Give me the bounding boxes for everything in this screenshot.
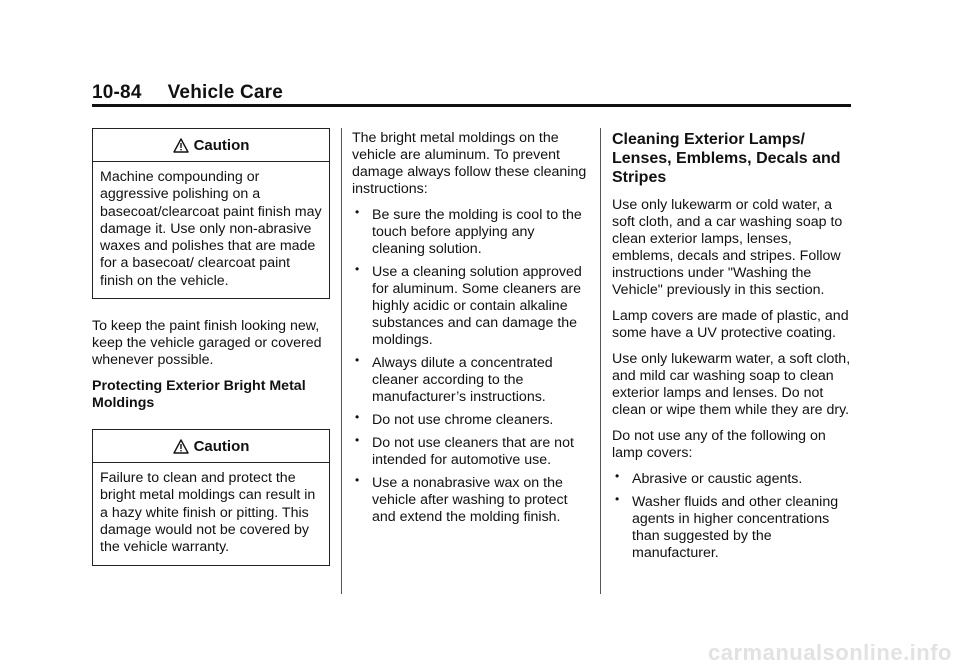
- warning-triangle-icon: [173, 439, 189, 454]
- paragraph: Lamp covers are made of plastic, and some have a UV protective coating.: [612, 308, 849, 341]
- column-divider-1: [341, 128, 342, 594]
- bullet-icon: •: [355, 353, 360, 367]
- list-item: [612, 494, 852, 562]
- column-2: [352, 130, 588, 535]
- bullet-icon: •: [355, 262, 360, 276]
- subheading: Protecting Exterior Bright Metal Moldings: [92, 378, 306, 412]
- list-item: [352, 207, 588, 258]
- bullet-icon: •: [355, 433, 360, 447]
- list-item-text: Do not use cleaners that are not intended for automotive use.: [372, 435, 574, 468]
- paragraph: Do not use any of the following on lamp covers:: [612, 428, 826, 461]
- column-1: [92, 128, 330, 566]
- caution-title: Caution: [193, 437, 250, 455]
- list-item: [352, 264, 588, 349]
- list-item-text: Use a nonabrasive wax on the vehicle after washing to protect and extend the molding finish.: [372, 475, 568, 525]
- paragraph: Use only lukewarm water, a soft cloth, and mild car washing soap to clean exterior lamps and lenses. Do not clean or wipe them while they are dry.: [612, 351, 851, 418]
- list-item-text: Washer fluids and other cleaning agents in higher concentrations than suggested by the manufacturer.: [632, 494, 839, 561]
- caution-box-2: [92, 429, 330, 565]
- caution-title: Caution: [193, 136, 250, 154]
- list-item: [352, 435, 588, 469]
- watermark: carmanualsonline.info: [708, 640, 952, 665]
- page-header: [92, 82, 283, 104]
- page-number: 10-84: [92, 82, 142, 103]
- caution-box-1: [92, 128, 330, 299]
- bullet-icon: •: [355, 410, 360, 424]
- caution-text: Failure to clean and protect the bright metal moldings can result in a hazy white finish or pitting. This damage would not be covered by the vehicle warranty.: [100, 470, 316, 556]
- list-item-text: Always dilute a concentrated cleaner according to the manufacturer’s instructions.: [372, 355, 553, 405]
- section-title: Vehicle Care: [167, 82, 284, 103]
- bullet-icon: •: [615, 492, 620, 506]
- caution-header: [93, 430, 329, 463]
- section-heading: Cleaning Exterior Lamps/ Lenses, Emblems, Decals and Stripes: [612, 131, 841, 186]
- list-item-text: Be sure the molding is cool to the touch before applying any cleaning solution.: [372, 207, 582, 257]
- column-3: [612, 130, 852, 571]
- paragraph: To keep the paint finish looking new, keep the vehicle garaged or covered whenever possible.: [92, 318, 322, 369]
- list-item: [612, 471, 852, 488]
- list-item-text: Do not use chrome cleaners.: [372, 412, 554, 428]
- paragraph: Use only lukewarm or cold water, a soft cloth, and a car washing soap to clean exterior lamps, lenses, emblems, decals and stripes. Follow instructions under "Washing the Vehicle" previously in this section.: [612, 197, 843, 298]
- bullet-list: [612, 471, 852, 562]
- paragraph: The bright metal moldings on the vehicle are aluminum. To prevent damage always follow these cleaning instructions:: [352, 130, 587, 197]
- bullet-list: [352, 207, 588, 526]
- warning-triangle-icon: [173, 138, 189, 153]
- header-rule: [92, 104, 851, 107]
- list-item-text: Use a cleaning solution approved for aluminum. Some cleaners are highly acidic or contain alkaline substances and can damage the moldings.: [372, 264, 582, 348]
- list-item: [352, 412, 588, 429]
- list-item: [352, 475, 588, 526]
- list-item: [352, 355, 588, 406]
- bullet-icon: •: [355, 473, 360, 487]
- bullet-icon: •: [355, 205, 360, 219]
- bullet-icon: •: [615, 469, 620, 483]
- caution-text: Machine compounding or aggressive polishing on a basecoat/clearcoat paint finish may damage it. Use only non-abrasive waxes and polishes that are made for a basecoat/ clearcoat paint finish on the vehicle.: [100, 169, 322, 289]
- list-item-text: Abrasive or caustic agents.: [632, 471, 803, 487]
- column-divider-2: [600, 128, 601, 594]
- caution-header: [93, 129, 329, 162]
